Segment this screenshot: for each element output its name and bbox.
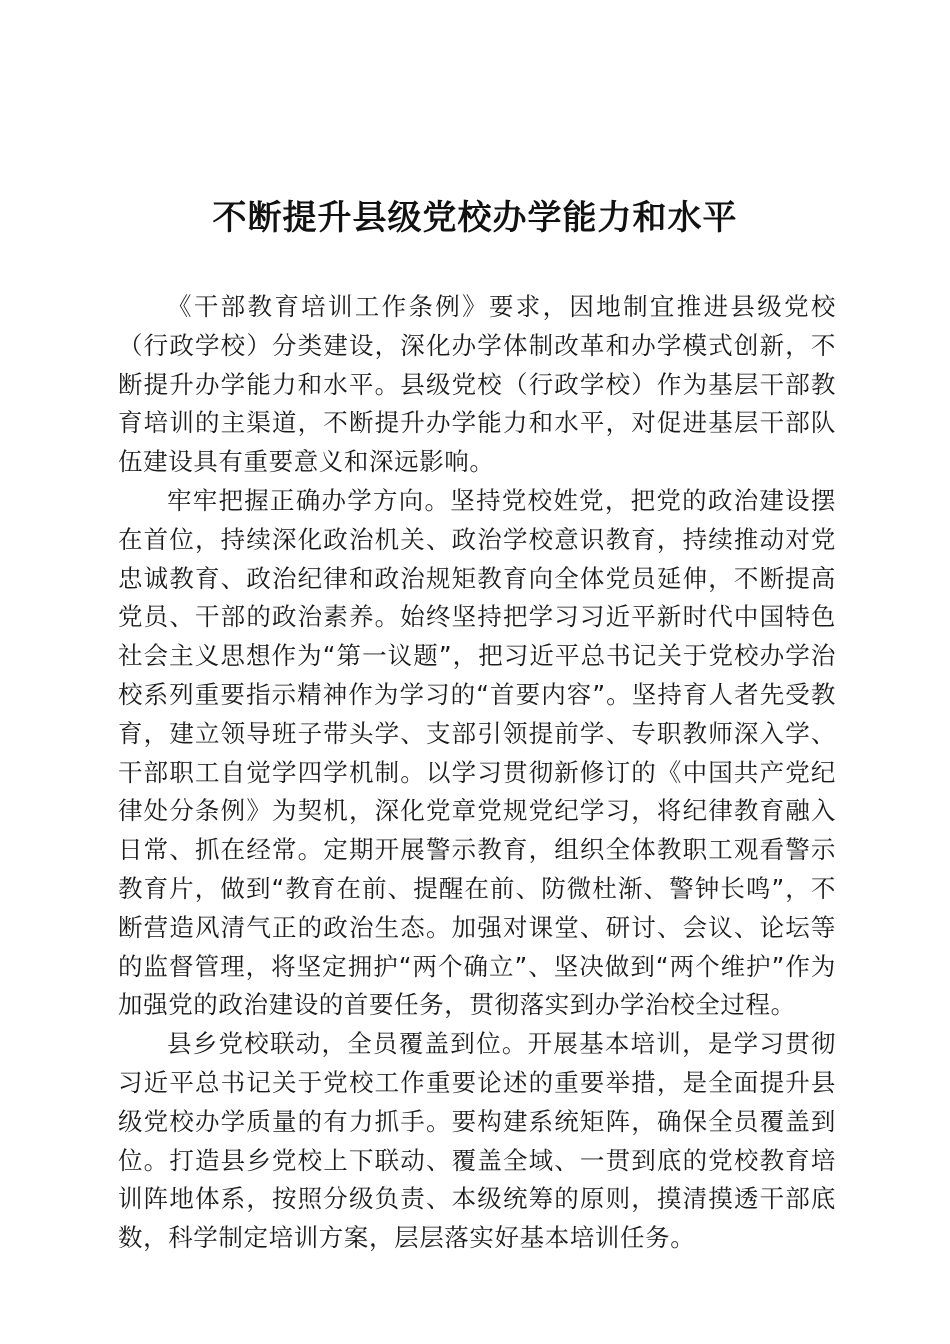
paragraph-intro: 《干部教育培训工作条例》要求，因地制宜推进县级党校（行政学校）分类建设，深化办学体制改革和办学模式创新，不断提升办学能力和水平。县级党校（行政学校）作为基层干部教育培训的主渠道，不断提升办学能力和水平，对促进基层干部队伍建设具有重要意义和深远影响。 — [118, 292, 836, 477]
paragraph-coverage: 县乡党校联动，全员覆盖到位。开展基本培训，是学习贯彻习近平总书记关于党校工作重要论述的重要举措，是全面提升县级党校办学质量的有力抓手。要构建系统矩阵，确保全员覆盖到位。打造县乡党校上下联动、覆盖全域、一贯到底的党校教育培训阵地体系，按照分级负责、本级统筹的原则，摸清摸透干部底数，科学制定培训方案，层层落实好基本培训任务。 — [118, 1029, 836, 1253]
paragraph-direction: 牢牢把握正确办学方向。坚持党校姓党，把党的政治建设摆在首位，持续深化政治机关、政治学校意识教育，持续推动对党忠诚教育、政治纪律和政治规矩教育向全体党员延伸，不断提高党员、干部的政治素养。始终坚持把学习习近平新时代中国特色社会主义思想作为“第一议题”，把习近平总书记关于党校办学治校系列重要指示精神作为学习的“首要内容”。坚持育人者先受教育，建立领导班子带头学、支部引领提前学、专职教师深入学、干部职工自觉学四学机制。以学习贯彻新修订的《中国共产党纪律处分条例》为契机，深化党章党规党纪学习，将纪律教育融入日常、抓在经常。定期开展警示教育，组织全体教职工观看警示教育片，做到“教育在前、提醒在前、防微杜渐、警钟长鸣”，不断营造风清气正的政治生态。加强对课堂、研讨、会议、论坛等的监督管理，将坚定拥护“两个确立”、坚决做到“两个维护”作为加强党的政治建设的首要任务，贯彻落实到办学治校全过程。 — [118, 485, 836, 1020]
document-title: 不断提升县级党校办学能力和水平 — [212, 198, 738, 238]
document-body — [118, 288, 836, 1258]
